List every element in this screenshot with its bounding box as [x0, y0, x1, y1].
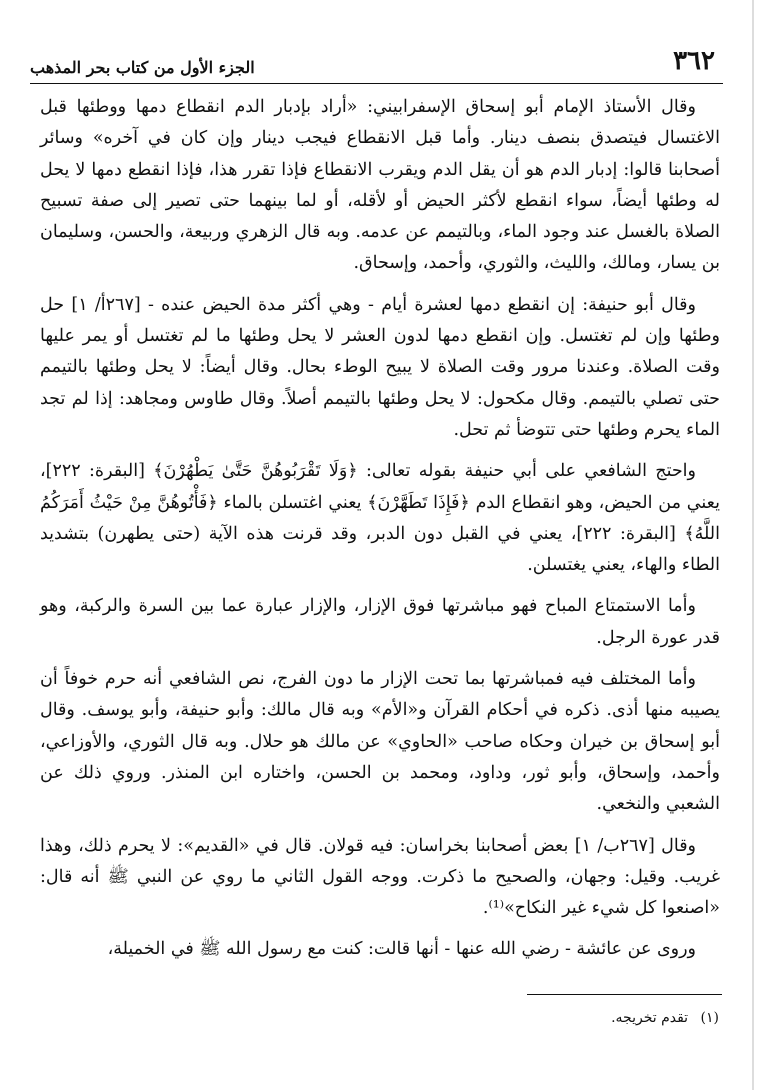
header-divider — [30, 83, 723, 84]
page-edge — [752, 0, 754, 1090]
page-number: ٣٦٢ — [673, 46, 715, 76]
main-text — [40, 92, 720, 976]
paragraph-6: وقال [٢٦٧ب/ ١] بعض أصحابنا بخراسان: فيه قولان. قال في «القديم»: لا يحرم ذلك، وهذا غريب. وقيل: وجهان، والصحيح ما ذكرت. ووجه القول الثاني ما روي عن النبي ﷺ أنه قال: «اصنعوا كل شيء غير النكاح»⁽¹⁾. — [40, 835, 720, 919]
paragraph-4: وأما الاستمتاع المباح فهو مباشرتها فوق الإزار، والإزار عبارة عما بين السرة والركبة، وهو قدر عورة الرجل. — [40, 596, 720, 648]
paragraph-7: وروى عن عائشة - رضي الله عنها - أنها قالت: كنت مع رسول الله ﷺ في الخميلة، — [107, 939, 696, 960]
paragraph-3: واحتج الشافعي على أبي حنيفة بقوله تعالى: ﴿وَلَا تَقْرَبُوهُنَّ حَتَّىٰ يَطْهُرْنَ﴾ [البقرة: ٢٢٢]، يعني من الحيض، وهو انقطاع الدم ﴿فَإِذَا تَطَهَّرْنَ﴾ يعني اغتسلن بالماء ﴿فَأْتُوهُنَّ مِنْ حَيْثُ أَمَرَكُمُ اللَّهُ﴾ [البقرة: ٢٢٢]، يعني في القبل دون الدبر، وقد قرنت هذه الآية (حتى يطهرن) بتشديد الطاء والهاء، يعني يغتسلن. — [40, 461, 720, 576]
paragraph-2: وقال أبو حنيفة: إن انقطع دمها لعشرة أيام - وهي أكثر مدة الحيض عنده - [٢٦٧أ/ ١] حل وطئها وإن لم تغتسل. وإن انقطع دمها لدون العشر لا يحل وطئها ما لم تغتسل أو يمر عليها وقت الصلاة. وعندنا مرور وقت الصلاة لا يبيح الوطء بحال. وقال أيضاً: لا يحل وطئها بالتيمم حتى تصلي بالتيمم. وقال مكحول: لا يحل وطئها بالتيمم أصلاً. وقال طاوس ومجاهد: إذا لم تجد الماء يحرم وطئها حتى تتوضأ ثم تحل. — [40, 294, 720, 440]
footnote-number: (١) — [700, 1010, 719, 1026]
page-header — [30, 44, 723, 80]
footnote-text: تقدم تخريجه. — [611, 1010, 689, 1026]
paragraph-1: وقال الأستاذ الإمام أبو إسحاق الإسفرابيني: «أراد بإدبار الدم انقطاع دمها ووطئها قبل الاغتسال فيتصدق بنصف دينار. وأما قبل الانقطاع فيجب دينار وإن كان في آخره» وسائر أصحابنا قالوا: إدبار الدم هو أن يقل الدم ويقرب الانقطاع فإذا تقرر هذا، فإذا انقطع دمها لا يحل له وطئها أيضاً، سواء انقطع لأكثر الحيض أو لأقله، أو لما بينهما حتى تصير إلى صفة تسبيح الصلاة بالغسل عند وجود الماء، وبالتيمم عن عدمه. وبه قال الزهري وربيعة، والحسن، وسليمان بن يسار، ومالك، والليث، والثوري، وأحمد، وإسحاق. — [40, 97, 720, 274]
footnote — [611, 1010, 719, 1026]
paragraph-5: وأما المختلف فيه فمباشرتها بما تحت الإزار ما دون الفرج، نص الشافعي أنه حرم خوفاً أن يصيبه منها أذى. ذكره في أحكام القرآن و«الأم» وبه قال مالك: وأبو حنيفة، وأبو يوسف. وقال أبو إسحاق بن خيران وحكاه صاحب «الحاوي» عن مالك هو حلال. وبه قال الثوري، والأوزاعي، وأحمد، وإسحاق، وأبو ثور، وداود، ومحمد بن الحسن، واختاره ابن المنذر. وروي ذلك عن الشعبي والنخعي. — [40, 669, 720, 815]
footnote-divider — [527, 994, 722, 995]
running-title: الجزء الأول من كتاب بحر المذهب — [30, 58, 255, 77]
